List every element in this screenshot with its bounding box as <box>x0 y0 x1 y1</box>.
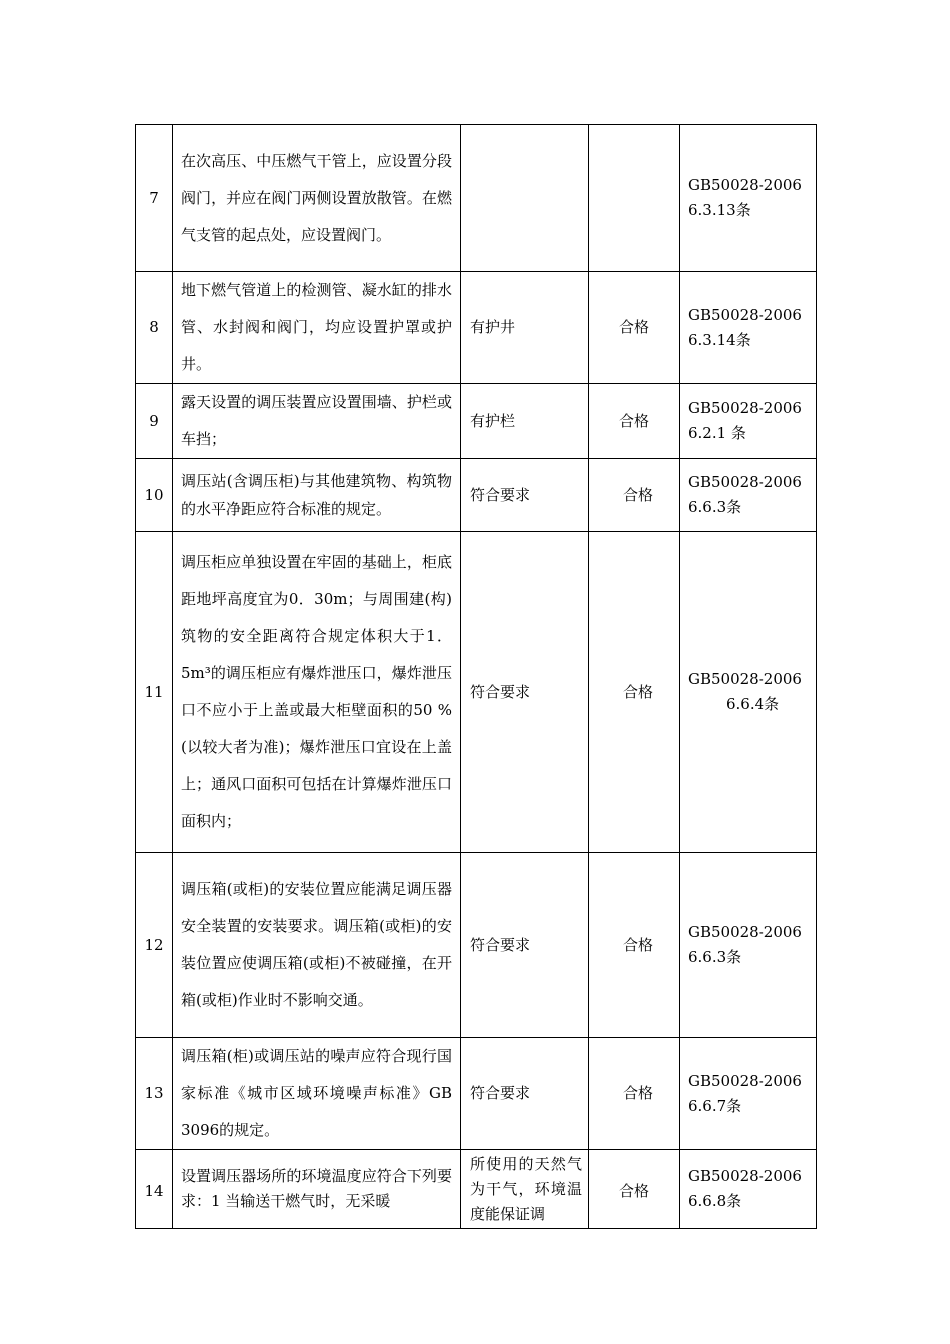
reference-cell <box>680 532 817 853</box>
reference-clause: 6.3.14条 <box>688 330 751 349</box>
requirement-text: 露天设置的调压装置应设置围墙、护栏或车挡； <box>173 384 461 459</box>
check-fact <box>461 125 589 272</box>
inspection-table <box>135 124 817 1229</box>
row-number: 9 <box>136 384 173 459</box>
check-fact: 符合要求 <box>461 459 589 532</box>
check-fact: 所使用的天然气为干气，环境温度能保证调 <box>461 1150 589 1229</box>
reference-cell <box>680 1038 817 1150</box>
requirement-text: 调压箱(柜)或调压站的噪声应符合现行国家标准《城市区域环境噪声标准》GB 3096的规定。 <box>173 1038 461 1150</box>
check-fact: 有护栏 <box>461 384 589 459</box>
row-number: 13 <box>136 1038 173 1150</box>
check-fact: 符合要求 <box>461 532 589 853</box>
row-number: 7 <box>136 125 173 272</box>
row-number: 12 <box>136 853 173 1038</box>
reference-code: GB50028-2006 <box>688 176 802 194</box>
reference-cell <box>680 853 817 1038</box>
requirement-text: 调压柜应单独设置在牢固的基础上，柜底距地坪高度宜为0．30m；与周围建(构)筑物的安全距离符合规定体积大于1．5m³的调压柜应有爆炸泄压口，爆炸泄压口不应小于上盖或最大柜壁面积的50 %(以较大者为准)；爆炸泄压口宜设在上盖上；通风口面积可包括在计算爆炸泄压口面积内； <box>173 532 461 853</box>
reference-clause: 6.6.7条 <box>688 1096 742 1115</box>
reference-clause: 6.3.13条 <box>688 201 751 219</box>
table-row <box>136 272 817 384</box>
check-fact: 符合要求 <box>461 1038 589 1150</box>
check-result: 合格 <box>589 459 680 532</box>
row-number: 11 <box>136 532 173 853</box>
check-fact: 符合要求 <box>461 853 589 1038</box>
reference-cell <box>680 125 817 272</box>
table-row <box>136 125 817 272</box>
reference-cell <box>680 459 817 532</box>
reference-code: GB50028-2006 <box>688 1071 802 1090</box>
row-number: 10 <box>136 459 173 532</box>
reference-code: GB50028-2006 <box>688 305 802 324</box>
table-row <box>136 853 817 1038</box>
check-result <box>589 125 680 272</box>
reference-clause: 6.6.3条 <box>688 948 742 966</box>
table-row <box>136 1038 817 1150</box>
table-row <box>136 459 817 532</box>
row-number: 14 <box>136 1150 173 1229</box>
check-result: 合格 <box>589 384 680 459</box>
reference-cell <box>680 272 817 384</box>
table-row <box>136 384 817 459</box>
table-row <box>136 532 817 853</box>
requirement-text: 设置调压器场所的环境温度应符合下列要求：1 当输送干燃气时，无采暖 <box>173 1150 461 1229</box>
check-result: 合格 <box>589 1150 680 1229</box>
check-fact: 有护井 <box>461 272 589 384</box>
reference-code: GB50028-2006 <box>688 1167 802 1185</box>
row-number: 8 <box>136 272 173 384</box>
reference-clause: 6.6.4条 <box>726 695 780 713</box>
requirement-text: 调压箱(或柜)的安装位置应能满足调压器安全装置的安装要求。调压箱(或柜)的安装位置应使调压箱(或柜)不被碰撞，在开箱(或柜)作业时不影响交通。 <box>173 853 461 1038</box>
reference-code: GB50028-2006 <box>688 473 802 491</box>
reference-code: GB50028-2006 <box>688 670 802 688</box>
reference-cell <box>680 1150 817 1229</box>
requirement-text: 在次高压、中压燃气干管上，应设置分段阀门，并应在阀门两侧设置放散管。在燃气支管的起点处，应设置阀门。 <box>173 125 461 272</box>
check-result: 合格 <box>589 272 680 384</box>
check-result: 合格 <box>589 853 680 1038</box>
reference-code: GB50028-2006 <box>688 923 802 941</box>
reference-clause: 6.2.1 条 <box>688 424 746 442</box>
check-result: 合格 <box>589 1038 680 1150</box>
requirement-text: 调压站(含调压柜)与其他建筑物、构筑物的水平净距应符合标准的规定。 <box>173 459 461 532</box>
reference-code: GB50028-2006 <box>688 399 802 417</box>
reference-cell <box>680 384 817 459</box>
table-row <box>136 1150 817 1229</box>
reference-clause: 6.6.8条 <box>688 1192 742 1210</box>
requirement-text: 地下燃气管道上的检测管、凝水缸的排水管、水封阀和阀门，均应设置护罩或护井。 <box>173 272 461 384</box>
check-result: 合格 <box>589 532 680 853</box>
reference-clause: 6.6.3条 <box>688 498 742 516</box>
